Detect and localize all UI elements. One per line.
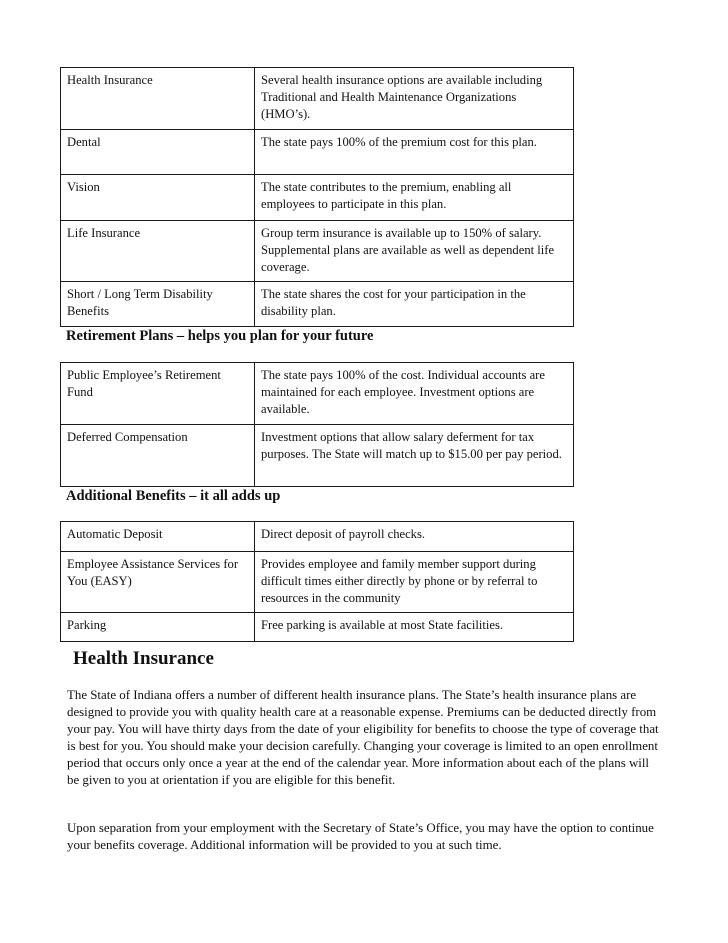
- benefit-name: Vision: [61, 175, 255, 221]
- benefit-name: Employee Assistance Services for You (EASY): [61, 552, 255, 613]
- retirement-plans-heading: Retirement Plans – helps you plan for your future: [66, 328, 376, 345]
- table-row: [61, 221, 574, 282]
- benefit-name: Health Insurance: [61, 68, 255, 130]
- benefit-description: Free parking is available at most State facilities.: [255, 613, 574, 642]
- table-row: [61, 130, 574, 175]
- benefit-description: The state pays 100% of the premium cost for this plan.: [255, 130, 574, 175]
- benefit-description: Provides employee and family member support during difficult times either directly by phone or by referral to resources in the community: [255, 552, 574, 613]
- benefit-description: The state pays 100% of the cost. Individual accounts are maintained for each employee. Investment options are available.: [255, 363, 574, 425]
- benefit-name: Life Insurance: [61, 221, 255, 282]
- table-row: [61, 68, 574, 130]
- benefit-description: Direct deposit of payroll checks.: [255, 522, 574, 552]
- benefit-description: Group term insurance is available up to 150% of salary. Supplemental plans are available as well as dependent life coverage.: [255, 221, 574, 282]
- benefit-description: Investment options that allow salary deferment for tax purposes. The State will match up to $15.00 per pay period.: [255, 425, 574, 487]
- benefit-name: Automatic Deposit: [61, 522, 255, 552]
- table-row: [61, 282, 574, 327]
- benefit-description: The state shares the cost for your participation in the disability plan.: [255, 282, 574, 327]
- retirement-plans-table: [60, 362, 574, 487]
- benefit-name: Deferred Compensation: [61, 425, 255, 487]
- health-insurance-paragraph: The State of Indiana offers a number of different health insurance plans. The State’s health insurance plans are designed to provide you with quality health care at a reasonable expense. Premiums can be deducted directly from your pay. You will have thirty days from the date of your eligibility for benefits to choose the type of coverage that is best for you. You should make your decision carefully. Changing your coverage is limited to an open enrollment period that occurs only once a year at the end of the calendar year. More information about each of the plans will be given to you at orientation if you are eligible for this benefit.: [67, 688, 659, 787]
- benefit-name: Dental: [61, 130, 255, 175]
- insurance-benefits-table: [60, 67, 574, 327]
- additional-benefits-table: [60, 521, 574, 642]
- table-row: [61, 425, 574, 487]
- benefit-description: Several health insurance options are available including Traditional and Health Maintenance Organizations (HMO’s).: [255, 68, 574, 130]
- health-insurance-title: Health Insurance: [73, 648, 214, 669]
- table-row: [61, 175, 574, 221]
- benefit-name: Parking: [61, 613, 255, 642]
- table-row: [61, 613, 574, 642]
- benefit-name: Short / Long Term Disability Benefits: [61, 282, 255, 327]
- additional-benefits-heading: Additional Benefits – it all adds up: [66, 488, 283, 505]
- benefit-description: The state contributes to the premium, enabling all employees to participate in this plan.: [255, 175, 574, 221]
- table-row: [61, 522, 574, 552]
- benefits-continuation-paragraph: Upon separation from your employment with the Secretary of State’s Office, you may have the option to continue your benefits coverage. Additional information will be provided to you at such time.: [67, 821, 654, 852]
- table-row: [61, 552, 574, 613]
- benefit-name: Public Employee’s Retirement Fund: [61, 363, 255, 425]
- table-row: [61, 363, 574, 425]
